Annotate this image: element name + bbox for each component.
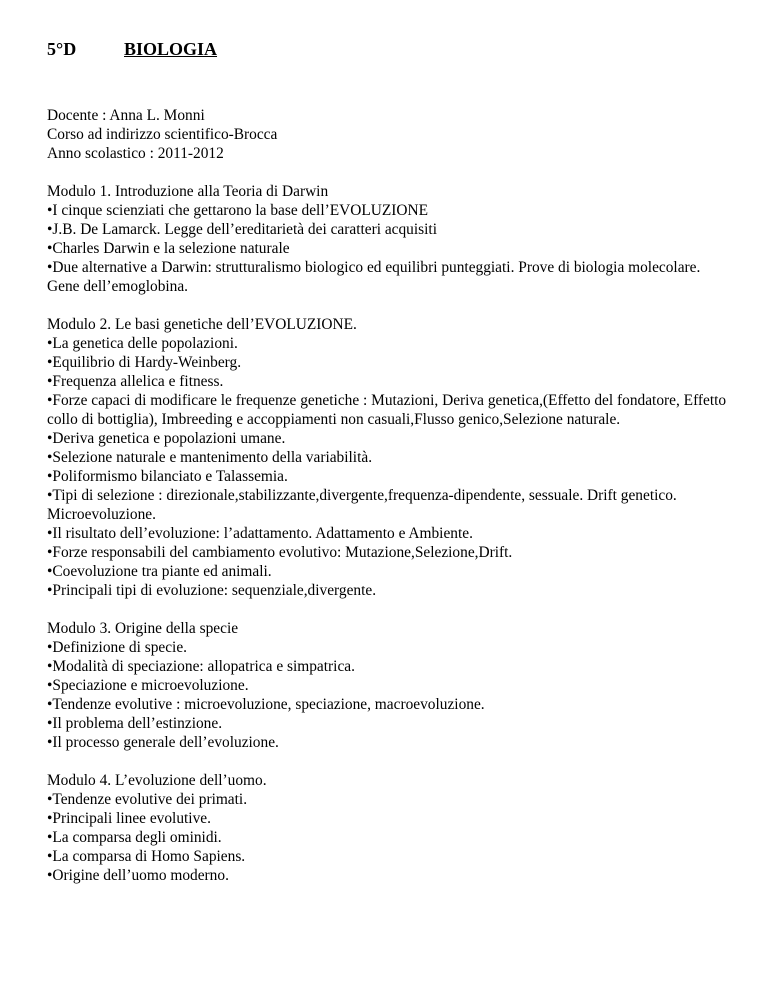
topic-text: Forze capaci di modificare le frequenze genetiche : Mutazioni, Deriva genetica,(Effetto del fondatore, Effetto collo di bottiglia), Imbreeding e accoppiamenti non casuali,Flusso genico,Selezione naturale. <box>47 392 727 428</box>
topic-item <box>47 733 727 752</box>
topic-item <box>47 543 727 562</box>
topic-item <box>47 220 727 239</box>
topic-text: Definizione di specie. <box>52 639 188 656</box>
bullet-icon: • <box>47 240 53 257</box>
topic-item <box>47 353 727 372</box>
bullet-icon: • <box>47 658 53 675</box>
bullet-icon: • <box>47 449 53 466</box>
bullet-icon: • <box>47 848 53 865</box>
topic-text: Poliformismo bilanciato e Talassemia. <box>52 468 288 485</box>
topic-item <box>47 847 727 866</box>
topic-text: Tendenze evolutive dei primati. <box>52 791 248 808</box>
topic-text: Forze responsabili del cambiamento evolutivo: Mutazione,Selezione,Drift. <box>52 544 513 561</box>
topic-text: I cinque scienziati che gettarono la base dell’EVOLUZIONE <box>52 202 429 219</box>
module-title: Modulo 1. Introduzione alla Teoria di Darwin <box>47 183 329 200</box>
document-page <box>47 38 727 904</box>
topic-text: Speciazione e microevoluzione. <box>52 677 249 694</box>
topic-item <box>47 239 727 258</box>
topic-text: Tendenze evolutive : microevoluzione, speciazione, macroevoluzione. <box>52 696 485 713</box>
bullet-icon: • <box>47 715 53 732</box>
teacher-line: Docente : Anna L. Monni <box>47 107 205 124</box>
topic-text: J.B. De Lamarck. Legge dell’ereditarietà dei caratteri acquisiti <box>52 221 437 238</box>
topic-text: Modalità di speciazione: allopatrica e simpatrica. <box>52 658 355 675</box>
topic-text: Deriva genetica e popolazioni umane. <box>52 430 286 447</box>
topic-text: Selezione naturale e mantenimento della variabilità. <box>52 449 373 466</box>
bullet-icon: • <box>47 563 53 580</box>
module-title: Modulo 3. Origine della specie <box>47 620 239 637</box>
topic-item <box>47 524 727 543</box>
module-title: Modulo 2. Le basi genetiche dell’EVOLUZIONE. <box>47 316 357 333</box>
topic-text: La comparsa di Homo Sapiens. <box>52 848 246 865</box>
topic-text: Frequenza allelica e fitness. <box>52 373 224 390</box>
topic-item <box>47 790 727 809</box>
topic-item <box>47 201 727 220</box>
topic-item <box>47 562 727 581</box>
topic-item <box>47 391 727 429</box>
topic-item <box>47 828 727 847</box>
topic-text: Il problema dell’estinzione. <box>52 715 223 732</box>
module-section <box>47 182 727 296</box>
document-header <box>47 38 727 60</box>
module-section <box>47 771 727 885</box>
topic-item <box>47 809 727 828</box>
module-topics <box>47 334 727 600</box>
module-topics <box>47 638 727 752</box>
bullet-icon: • <box>47 202 53 219</box>
bullet-icon: • <box>47 582 53 599</box>
topic-text: Il processo generale dell’evoluzione. <box>52 734 279 751</box>
bullet-icon: • <box>47 544 53 561</box>
topic-text: Equilibrio di Hardy-Weinberg. <box>52 354 242 371</box>
school-year-line: Anno scolastico : 2011-2012 <box>47 145 224 162</box>
subject-title: BIOLOGIA <box>124 39 218 59</box>
topic-item <box>47 334 727 353</box>
bullet-icon: • <box>47 677 53 694</box>
bullet-icon: • <box>47 221 53 238</box>
topic-item <box>47 581 727 600</box>
topic-text: Charles Darwin e la selezione naturale <box>52 240 290 257</box>
topic-item <box>47 372 727 391</box>
bullet-icon: • <box>47 810 53 827</box>
module-section <box>47 619 727 752</box>
module-topics <box>47 790 727 885</box>
bullet-icon: • <box>47 335 53 352</box>
module-section <box>47 315 727 600</box>
bullet-icon: • <box>47 354 53 371</box>
module-title: Modulo 4. L’evoluzione dell’uomo. <box>47 772 267 789</box>
topic-item <box>47 657 727 676</box>
bullet-icon: • <box>47 373 53 390</box>
topic-item <box>47 486 727 524</box>
bullet-icon: • <box>47 468 53 485</box>
topic-text: Principali linee evolutive. <box>52 810 211 827</box>
topic-text: La comparsa degli ominidi. <box>52 829 222 846</box>
topic-item <box>47 429 727 448</box>
bullet-icon: • <box>47 525 53 542</box>
topic-item <box>47 258 727 296</box>
bullet-icon: • <box>47 867 53 884</box>
class-label: 5°D <box>47 39 77 59</box>
topic-item <box>47 714 727 733</box>
topic-item <box>47 695 727 714</box>
bullet-icon: • <box>47 392 53 409</box>
bullet-icon: • <box>47 487 53 504</box>
topic-item <box>47 638 727 657</box>
topic-item <box>47 676 727 695</box>
topic-item <box>47 448 727 467</box>
course-line: Corso ad indirizzo scientifico-Brocca <box>47 126 278 143</box>
bullet-icon: • <box>47 639 53 656</box>
topic-text: Il risultato dell’evoluzione: l’adattamento. Adattamento e Ambiente. <box>52 525 473 542</box>
topic-item <box>47 866 727 885</box>
topic-text: Coevoluzione tra piante ed animali. <box>52 563 272 580</box>
course-info <box>47 106 727 163</box>
bullet-icon: • <box>47 430 53 447</box>
bullet-icon: • <box>47 734 53 751</box>
topic-text: Tipi di selezione : direzionale,stabilizzante,divergente,frequenza-dipendente, sessuale. Drift genetico. Microevoluzione. <box>47 487 677 523</box>
bullet-icon: • <box>47 829 53 846</box>
modules-list <box>47 182 727 885</box>
module-topics <box>47 201 727 296</box>
topic-text: Principali tipi di evoluzione: sequenziale,divergente. <box>52 582 377 599</box>
bullet-icon: • <box>47 791 53 808</box>
topic-text: La genetica delle popolazioni. <box>52 335 238 352</box>
bullet-icon: • <box>47 259 53 276</box>
topic-text: Due alternative a Darwin: strutturalismo biologico ed equilibri punteggiati. Prove di biologia molecolare. Gene dell’emoglobina. <box>47 259 701 295</box>
topic-text: Origine dell’uomo moderno. <box>52 867 229 884</box>
bullet-icon: • <box>47 696 53 713</box>
topic-item <box>47 467 727 486</box>
